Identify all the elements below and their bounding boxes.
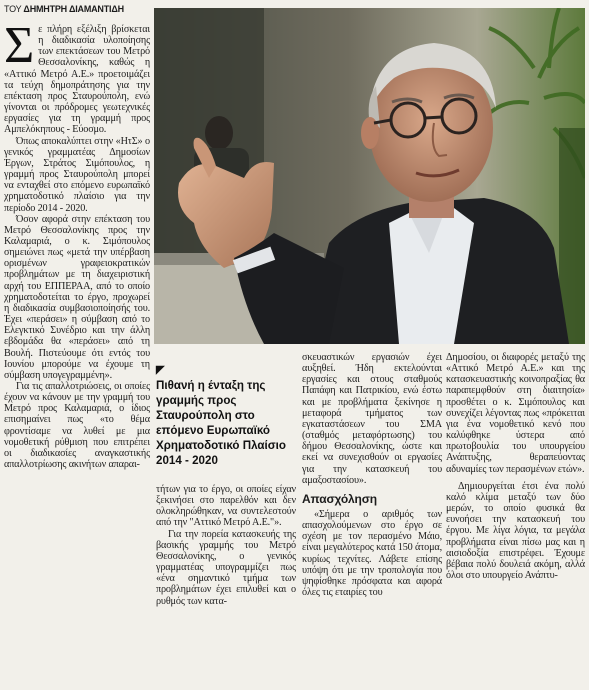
pull-quote bbox=[156, 362, 294, 468]
article-column-2 bbox=[156, 484, 296, 688]
paragraph: τήτων για το έργο, οι οποίες είχαν ξεκινήσει στο παρελθόν και δεν ολοκληρώθηκαν, να συντελεστούν από την "Αττικό Μετρό Α.Ε."». bbox=[156, 484, 296, 529]
byline-author: ΔΗΜΗΤΡΗ ΔΙΑΜΑΝΤΙΔΗ bbox=[23, 4, 124, 14]
paragraph: σκευαστικών εργασιών έχει αυξηθεί. Ήδη εκτελούνται εργασίες και στους σταθμούς Παπάφη και Πατρικίου, ενώ έστω και με προβλήματα ξεκίνησε η μεταφορά τμήματος των εγκαταστάσεων του ΣΜΑ (σταθμός μεταφόρτωσης) του δήμου Θεσσαλονίκης, ώστε και εκεί να συνεχισθούν οι εργασίες για την κατασκευή του αμαξοστασίου». bbox=[302, 352, 442, 486]
subheading: Απασχόληση bbox=[302, 491, 377, 506]
article-column-1 bbox=[4, 24, 150, 688]
paragraph: Δημιουργείται έτσι ένα πολύ καλό κλίμα μεταξύ των δύο μερών, το οποίο φυσικά θα ευνοήσει την κατασκευή του έργου. Με λίγα λόγια, τα μεγάλα προβλήματα είναι πίσω μας και η αισιοδοξία επιστρέφει. Έχουμε βέβαια πολύ δουλειά ακόμη, αλλά όλοι στο υπουργείο Ανάπτυ- bbox=[446, 480, 585, 581]
pull-quote-mark: ◤ bbox=[156, 364, 165, 376]
byline-prefix: ΤΟΥ bbox=[4, 4, 22, 14]
article-column-4 bbox=[446, 352, 585, 688]
lead-paragraph: Σε πλήρη εξέλιξη βρίσκεται η διαδικασία υλοποίησης των επεκτάσεων του Μετρό Θεσσαλονίκης, καθώς η «Αττικό Μετρό Α.Ε.» προετοιμάζει τα τεύχη δημοπράτησης για την επέκταση προς Σταυρούπολη, ενώ γίνονται οι πρόδρομες γεωτεχνικές εργασίες για τη γραμμή προς Αμπελόκηπους - Εύοσμο. bbox=[4, 24, 150, 136]
paragraph: «Σήμερα ο αριθμός των απασχολούμενων στο έργο σε σχέση με τον περασμένο Μάιο, είναι μεγαλύτερος κατά 150 άτομα, κυρίως τεχνίτες. Λάβετε επίσης υπόψη ότι με την τροπολογία που ψηφίσθηκε πρόσφατα και αφορά όλες τις εταιρίες του bbox=[302, 508, 442, 598]
pull-quote-text: Πιθανή η ένταξη της γραμμής προς Σταυρούπολη στο επόμενο Ευρωπαϊκό Χρηματοδοτικό Πλαίσιο 2014 - 2020 bbox=[156, 379, 286, 467]
byline bbox=[4, 4, 150, 14]
paragraph: Όπως αποκαλύπτει στην «ΗτΣ» ο γενικός γραμματέας Δημοσίων Έργων, Στράτος Σιμόπουλος, η γραμμή προς Σταυρούπολη μπορεί να ενταχθεί στο επόμενο ευρωπαϊκό χρηματοδοτικό πλαίσιο για την περίοδο 2014 - 2020. bbox=[4, 135, 150, 214]
drop-cap: Σ bbox=[4, 24, 35, 74]
paragraph: Για την πορεία κατασκευής της βασικής γραμμής του Μετρό Θεσσαλονίκης, ο γενικός γραμματέας υπογραμμίζει πως «ένα σημαντικό τμήμα των προβλημάτων έχει επιλυθεί και ο ρυθμός των κατα- bbox=[156, 528, 296, 607]
article-column-3 bbox=[302, 352, 442, 688]
portrait-photo bbox=[154, 8, 585, 344]
paragraph: Δημοσίου, οι διαφορές μεταξύ της «Αττικό Μετρό Α.Ε.» και της κατασκευαστικής κοινοπραξίας θα παραπεμφθούν στη διαιτησία» προσθέτει ο κ. Σιμόπουλος και συνεχίζει λέγοντας πως «πρόκειται για ένα νομοθετικό κενό που καλύφθηκε ύστερα από πρωτοβουλία του υπουργείου Ανάπτυξης, θεραπεύοντας αδυναμίες των περασμένων ετών». bbox=[446, 352, 585, 475]
paragraph: Για τις απαλλοτριώσεις, οι οποίες έχουν να κάνουν με την γραμμή του Μετρό προς Καλαμαριά, ο ίδιος επισημαίνει πως «το θέμα φροντίσαμε να λυθεί με μια νομοθετική ρύθμιση που επιτρέπει οι διαδικασίες αναγκαστικής απαλλοτρίωσης ακινήτων απαραι- bbox=[4, 381, 150, 471]
paragraph: Όσον αφορά στην επέκταση του Μετρό Θεσσαλονίκης προς την Καλαμαριά, ο κ. Σιμόπουλος σημειώνει πως «μετά την υπέρβαση ορισμένων γραφειοκρατικών προβλημάτων με τη διαχειριστική αρχή του ΕΠΠΕΡΑΑ, από το οποίο χρηματοδοτείται το έργο, προχωρεί η διαδικασία συμβασιοποίησής του. Έχει «περάσει» η σύμβαση από το Ελεγκτικό Συνέδριο και την άλλη εβδομάδα θα «περάσει» από τη Βουλή. Πιστεύουμε ότι εντός του Ιουνίου μπορούμε να έχουμε τη σύμβαση υπογεγραμμένη». bbox=[4, 213, 150, 381]
